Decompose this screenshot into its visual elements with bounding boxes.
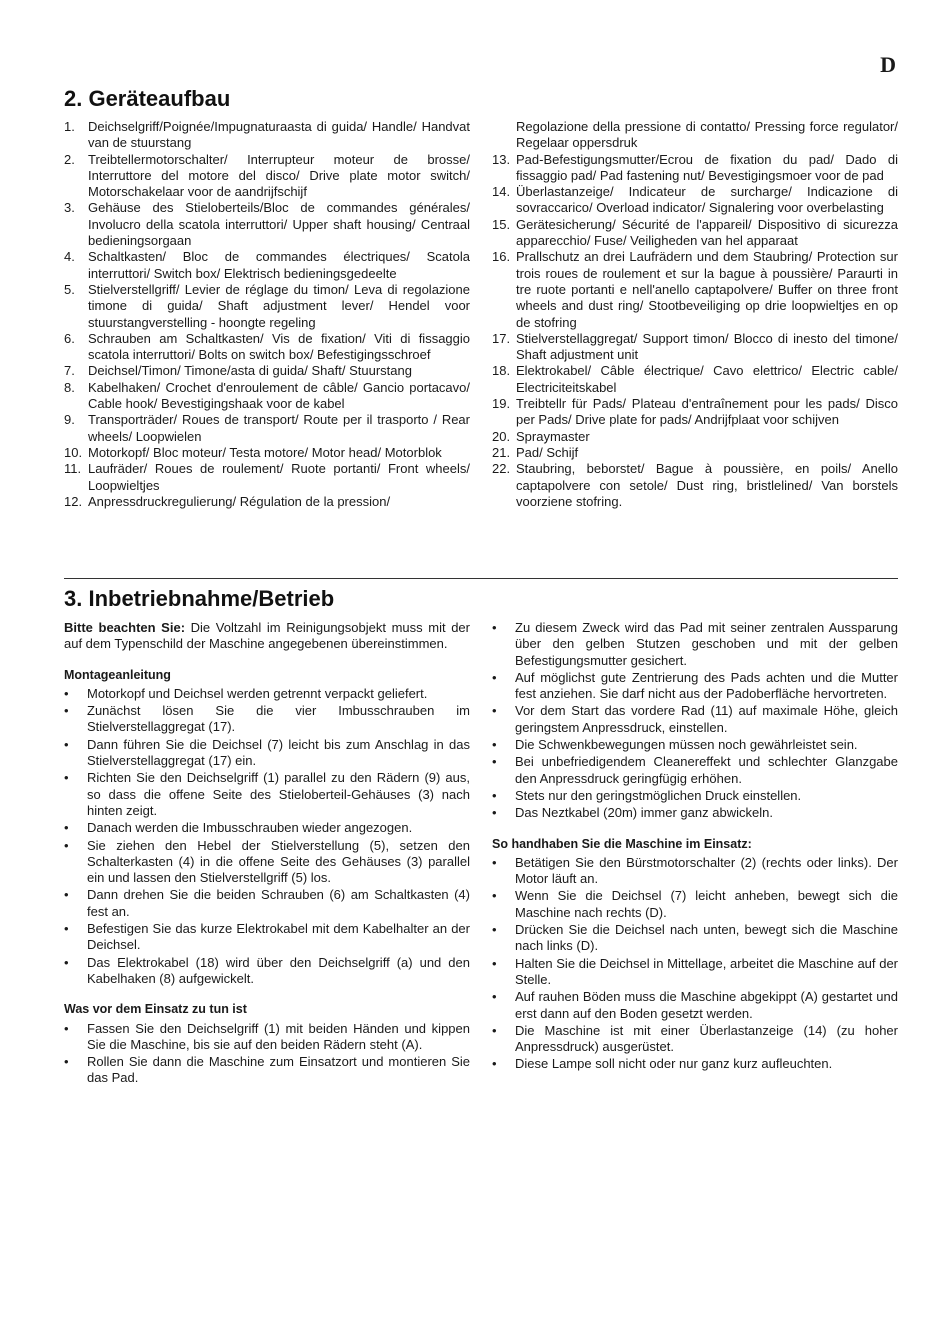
pad-mounting-list	[492, 620, 898, 822]
part-list-item	[64, 445, 470, 461]
before-use-heading: Was vor dem Einsatz zu tun ist	[64, 1002, 247, 1017]
part-description: Pad/ Schijf	[516, 444, 579, 460]
part-list-item	[492, 396, 898, 429]
part-list-item	[492, 217, 898, 250]
part-list-item	[492, 249, 898, 330]
part-list-item	[64, 461, 470, 494]
bullet-item: • Die Maschine ist mit einer Überlastanzeige (14) (zu hoher Anpressdruck) ausgerüstet.	[492, 1023, 898, 1056]
part-number: 22.	[492, 461, 511, 477]
part-number: 6.	[64, 330, 75, 346]
part-list-item	[64, 119, 470, 152]
part-number: 15.	[492, 216, 511, 232]
part-description: Spraymaster	[516, 428, 590, 444]
section-3-heading: 3. Inbetriebnahme/Betrieb	[64, 586, 335, 611]
part-list-item	[64, 494, 470, 510]
section-2-heading: 2. Geräteaufbau	[64, 86, 231, 111]
part-description: Pad-Befestigungsmutter/Ecrou de fixation du pad/ Dado di fissaggio pad/ Pad fastening nut/ Bevestigingsmoer voor de pad	[516, 151, 898, 183]
bullet-item: • Richten Sie den Deichselgriff (1) parallel zu den Rädern (9) aus, so dass die offene Seite des Stieloberteil-Gehäuses (3) nach hinten zeigt.	[64, 770, 470, 819]
part-number: 9.	[64, 412, 75, 428]
bullet-item: • Fassen Sie den Deichselgriff (1) mit beiden Händen und kippen Sie die Maschine, bis sie auf den beiden Rädern steht (A).	[64, 1021, 470, 1054]
parts-list-right	[492, 119, 898, 510]
part-number: 10.	[64, 444, 83, 460]
part-list-item	[64, 412, 470, 445]
bullet-item: • Das Elektrokabel (18) wird über den Deichselgriff (a) und den Kabelhaken (8) aufgewickelt.	[64, 955, 470, 988]
bullet-item: • Auf möglichst gute Zentrierung des Pads achten und die Mutter fest anziehen. Sie darf nicht aus der Padoberfläche hervortreten.	[492, 670, 898, 703]
part-number: 19.	[492, 396, 511, 412]
bullet-item: • Diese Lampe soll nicht oder nur ganz kurz aufleuchten.	[492, 1056, 898, 1072]
intro-text: Die Voltzahl im Reinigungsobjekt muss mit der auf dem Typenschild der Maschine angegebenen übereinstimmen.	[64, 620, 470, 652]
part-description: Gerätesicherung/ Sécurité de l'appareil/ Dispositivo di sicurezza apparecchio/ Fuse/ Veiligheden van hel apparaat	[516, 216, 898, 249]
part-list-item	[492, 429, 898, 445]
part-list-item	[492, 119, 898, 152]
bullet-item: • Auf rauhen Böden muss die Maschine abgekippt (A) gestartet und erst dann auf den Boden gesetzt werden.	[492, 989, 898, 1022]
part-description: Treibtellermotorschalter/ Interrupteur moteur de brosse/ Interruttore del motore del disco/ Drive plate motor switch/ Motorschakelaar voor de aandrijfschijf	[88, 151, 470, 200]
part-description: Laufräder/ Roues de roulement/ Ruote portanti/ Front wheels/ Loopwieltjes	[88, 461, 470, 493]
part-description: Schrauben am Schaltkasten/ Vis de fixation/ Viti di fissaggio scatola interruttori/ Bolts on switch box/ Befestigingsschroef	[88, 330, 470, 363]
bullet-item: • Stets nur den geringstmöglichen Druck einstellen.	[492, 788, 898, 804]
bullet-item: • Dann drehen Sie die beiden Schrauben (6) am Schaltkasten (4) fest an.	[64, 887, 470, 920]
part-list-item	[492, 152, 898, 185]
bullet-item: • Vor dem Start das vordere Rad (11) auf maximale Höhe, gleich geringstem Anpressdruck, einstellen.	[492, 703, 898, 736]
part-description: Transporträder/ Roues de transport/ Route per il trasporto / Rear wheels/ Loopwielen	[88, 412, 470, 444]
operation-left-column	[64, 620, 470, 1088]
part-list-item	[492, 331, 898, 364]
bullet-item: • Wenn Sie die Deichsel (7) leicht anheben, bewegt sich die Maschine nach rechts (D).	[492, 888, 898, 921]
part-description: Stielverstellaggregat/ Support timon/ Blocco di inesto del timone/ Shaft adjustment unit	[516, 330, 898, 363]
part-number: 2.	[64, 151, 75, 167]
part-list-item	[64, 249, 470, 282]
part-description: Staubring, beborstet/ Bague à poussière, en poils/ Anello captapolvere con setole/ Dust ring, bristlelined/ Van borstels voorziene stofring.	[516, 461, 898, 509]
part-description: Überlastanzeige/ Indicateur de surcharge/ Indicazione di sovraccarico/ Overload indicator/ Signalering voor overbelasting	[516, 184, 898, 216]
intro-paragraph	[64, 620, 470, 653]
part-description: Schaltkasten/ Bloc de commandes électriques/ Scatola interruttori/ Switch box/ Elektrisch bedieningsgedeelte	[88, 249, 470, 281]
bullet-item: • Drücken Sie die Deichsel nach unten, bewegt sich die Maschine nach links (D).	[492, 922, 898, 955]
part-description: Elektrokabel/ Câble électrique/ Cavo elettrico/ Electric cable/ Electriciteitskabel	[516, 363, 898, 395]
part-number: 14.	[492, 184, 511, 200]
part-number: 13.	[492, 151, 511, 167]
part-number: 16.	[492, 249, 511, 265]
part-description: Deichsel/Timon/ Timone/asta di guida/ Shaft/ Stuurstang	[88, 363, 412, 379]
bullet-item: • Sie ziehen den Hebel der Stielverstellung (5), setzen den Schalterkasten (4) in die offene Seite des Gehäuses (3) parallel ein und lassen den Stielverstellgriff (5) los.	[64, 838, 470, 887]
bullet-item: • Dann führen Sie die Deichsel (7) leicht bis zum Anschlag in das Stielverstellaggregat (17) ein.	[64, 737, 470, 770]
before-use-list	[64, 1021, 470, 1087]
usage-list	[492, 855, 898, 1073]
part-description: Motorkopf/ Bloc moteur/ Testa motore/ Motor head/ Motorblok	[88, 444, 442, 460]
part-number: 17.	[492, 330, 511, 346]
bullet-item: • Befestigen Sie das kurze Elektrokabel mit dem Kabelhalter an der Deichsel.	[64, 921, 470, 954]
bullet-item: • Bei unbefriedigendem Cleanereffekt und schlechter Glanzgabe den Anpressdruck geringfügig erhöhen.	[492, 754, 898, 787]
part-list-item	[64, 200, 470, 249]
part-description: Treibtellr für Pads/ Plateau d'entraînement pour les pads/ Disco per Pads/ Drive plate for pads/ Andrijfplaat voor schijven	[516, 396, 898, 428]
bullet-item: • Rollen Sie dann die Maschine zum Einsatzort und montieren Sie das Pad.	[64, 1054, 470, 1087]
part-description: Regolazione della pressione di contatto/ Pressing force regulator/ Regelaar oppersdruk	[516, 119, 898, 151]
part-number: 7.	[64, 363, 75, 379]
part-description: Stielverstellgriff/ Levier de réglage du timon/ Leva di regolazione timone di guida/ Shaft adjustment lever/ Hendel voor stuurstangverstelling - hoongte regeling	[88, 281, 470, 330]
parts-list-left	[64, 119, 470, 510]
page-corner-letter: D	[880, 52, 896, 77]
bullet-item: • Die Schwenkbewegungen müssen noch gewährleistet sein.	[492, 737, 898, 753]
bullet-item: • Danach werden die Imbusschrauben wieder angezogen.	[64, 820, 470, 836]
bullet-item: • Das Neztkabel (20m) immer ganz abwickeln.	[492, 805, 898, 821]
part-number: 1.	[64, 119, 75, 134]
intro-bold: Bitte beachten Sie:	[64, 620, 186, 635]
part-description: Gehäuse des Stieloberteils/Bloc de commandes générales/ Involucro della scatola interruttori/ Upper shaft housing/ Centraal bedieningsorgaan	[88, 200, 470, 249]
part-list-item	[64, 282, 470, 331]
part-list-item	[492, 445, 898, 461]
part-list-item	[492, 461, 898, 510]
part-list-item	[492, 363, 898, 396]
bullet-item: • Zunächst lösen Sie die vier Imbusschrauben im Stielverstellaggregat (17).	[64, 703, 470, 736]
part-description: Anpressdruckregulierung/ Régulation de la pression/	[88, 493, 391, 509]
assembly-list	[64, 686, 470, 987]
assembly-heading: Montageanleitung	[64, 667, 171, 682]
part-list-item	[64, 380, 470, 413]
part-list-item	[64, 363, 470, 379]
bullet-item: • Betätigen Sie den Bürstmotorschalter (2) (rechts oder links). Der Motor läuft an.	[492, 855, 898, 888]
bullet-item: • Zu diesem Zweck wird das Pad mit seiner zentralen Aussparung über den gelben Stutzen geschoben und mit der gelben Befestigungsmutter gesichert.	[492, 620, 898, 669]
part-description: Kabelhaken/ Crochet d'enroulement de câble/ Gancio portacavo/ Cable hook/ Bevestigingshaak voor de kabel	[88, 379, 470, 412]
bullet-item: • Halten Sie die Deichsel in Mittellage, arbeitet die Maschine auf der Stelle.	[492, 956, 898, 989]
part-number: 5.	[64, 281, 75, 297]
part-number: 4.	[64, 249, 75, 265]
part-number: 12.	[64, 493, 83, 509]
bullet-item: • Motorkopf und Deichsel werden getrennt verpackt geliefert.	[64, 686, 470, 702]
part-list-item	[492, 184, 898, 217]
part-description: Deichselgriff/Poignée/Impugnaturaasta di guida/ Handle/ Handvat van de stuurstang	[88, 119, 470, 151]
part-list-item	[64, 152, 470, 201]
part-list-item	[64, 331, 470, 364]
operation-right-column	[492, 620, 898, 1074]
part-number: 3.	[64, 200, 75, 216]
part-number: 11.	[64, 461, 82, 477]
section-divider	[64, 578, 898, 579]
part-number: 21.	[492, 444, 511, 460]
part-number: 20.	[492, 428, 511, 444]
part-number: 18.	[492, 363, 511, 379]
part-number: 8.	[64, 379, 75, 395]
usage-heading: So handhaben Sie die Maschine im Einsatz:	[492, 836, 752, 851]
part-description: Prallschutz an drei Laufrädern und dem Staubring/ Protection sur trois roues de roulement et sur la bague à poussière/ Paraurti in tre ruote portanti e nell'anello captapolvere/ Buffer on three front wheels and dust ring/ Stootbeveiliging op drie loopwieltjes en op de stofring	[516, 249, 898, 330]
